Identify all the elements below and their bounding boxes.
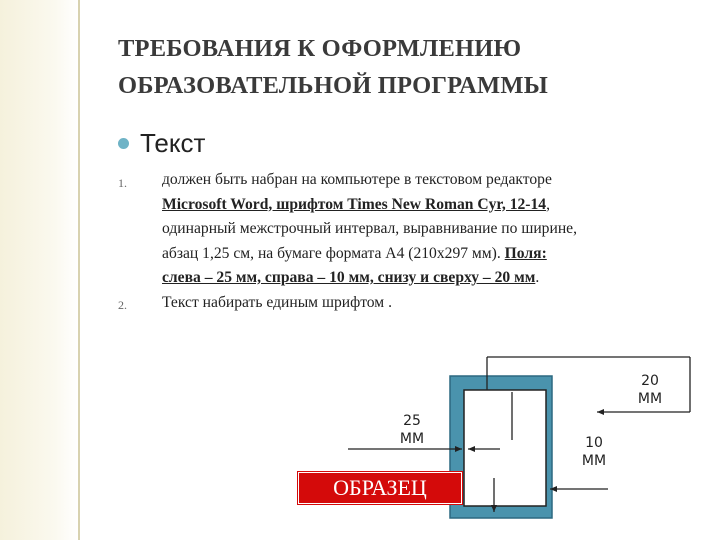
item-2-text: Текст набирать единым шрифтом . bbox=[162, 294, 392, 311]
item-2-number: 2. bbox=[118, 298, 127, 312]
margins-label: Поля: bbox=[504, 244, 547, 262]
item-1-line-2-end: , bbox=[546, 195, 550, 213]
right-margin-label bbox=[574, 434, 614, 470]
right-margin-unit: ММ bbox=[581, 453, 607, 469]
item-1-line-3: одинарный межстрочный интервал, выравнивание по ширине, bbox=[162, 220, 577, 237]
item-1-number: 1. bbox=[118, 176, 127, 190]
left-margin-label bbox=[392, 412, 432, 448]
bullet-heading bbox=[118, 128, 205, 159]
item-1-text bbox=[162, 168, 707, 291]
left-decor-line bbox=[78, 0, 80, 540]
page-sheet bbox=[450, 376, 552, 518]
top-margin-value: 20 bbox=[641, 373, 659, 389]
item-1-line-4 bbox=[162, 242, 707, 267]
font-requirement: Microsoft Word, шрифтом Times New Roman Cyr, 12-14 bbox=[162, 195, 547, 213]
item-1-line-2 bbox=[162, 193, 707, 218]
margins-values: слева – 25 мм, справа – 10 мм, снизу и сверху – 20 мм bbox=[162, 269, 536, 286]
title-line-1: ТРЕБОВАНИЯ К ОФОРМЛЕНИЮ bbox=[118, 35, 522, 62]
slide-title bbox=[118, 30, 708, 104]
sample-badge: ОБРАЗЕЦ bbox=[298, 472, 462, 504]
text-area bbox=[464, 390, 546, 506]
title-line-2: ОБРАЗОВАТЕЛЬНОЙ ПРОГРАММЫ bbox=[118, 72, 548, 99]
item-1-line-4-start: абзац 1,25 см, на бумаге формата А4 (210х297 мм). bbox=[162, 244, 505, 262]
item-1-line-5 bbox=[162, 266, 707, 291]
left-decor-band bbox=[0, 0, 78, 540]
right-margin-value: 10 bbox=[585, 435, 603, 451]
bullet-heading-text: Текст bbox=[140, 128, 206, 158]
top-margin-unit: ММ bbox=[637, 391, 663, 407]
item-1-line-5-end: . bbox=[535, 269, 540, 286]
item-1-line-1: должен быть набран на компьютере в текстовом редакторе bbox=[162, 171, 552, 188]
top-margin-label bbox=[630, 372, 670, 408]
left-margin-unit: ММ bbox=[399, 431, 425, 447]
bullet-dot-icon bbox=[118, 138, 129, 149]
left-margin-value: 25 bbox=[403, 413, 421, 429]
